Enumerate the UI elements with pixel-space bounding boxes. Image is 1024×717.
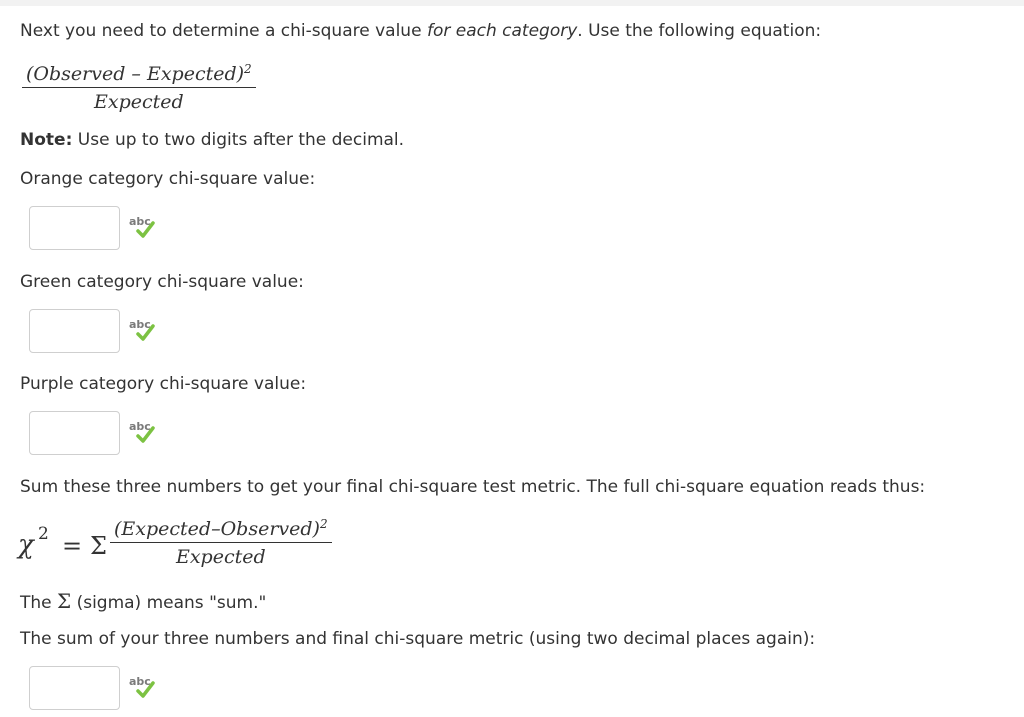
sigma-symbol: Σ	[90, 532, 107, 560]
sigma-note-before: The	[20, 593, 58, 613]
formula-numerator: (Observed – Expected)$^2$	[22, 63, 256, 88]
spell-check-text: abc	[129, 215, 151, 228]
sigma-note	[20, 590, 266, 614]
chi-symbol: χ	[18, 530, 34, 560]
note-body: Use up to two digits after the decimal.	[72, 130, 405, 150]
spell-check-icon[interactable]	[128, 419, 158, 445]
intro-after: . Use the following equation:	[577, 21, 822, 41]
note-label: Note:	[20, 130, 73, 150]
sigma-note-symbol: Σ	[57, 589, 72, 613]
chi-num-exponent: 2	[319, 517, 328, 531]
category-formula	[22, 63, 256, 113]
chi-fraction	[110, 518, 332, 568]
purple-label: Purple category chi-square value:	[20, 374, 307, 394]
intro-before: Next you need to determine a chi-square value	[20, 21, 427, 41]
formula-denominator: Expected	[94, 91, 184, 113]
equals-sign: =	[62, 532, 83, 560]
chi-numerator: (Expected–Observed)$^2$	[110, 518, 332, 543]
spell-check-text: abc	[129, 318, 151, 331]
formula-exponent: 2	[244, 62, 252, 76]
intro-emphasis: for each category	[426, 21, 578, 41]
intro-text	[20, 20, 821, 42]
final-question-label: The sum of your three numbers and final chi-square metric (using two decimal places again):	[20, 629, 816, 649]
spell-check-text: abc	[129, 675, 151, 688]
note-text	[20, 129, 404, 151]
orange-answer-input[interactable]	[29, 206, 120, 250]
spell-check-text: abc	[129, 420, 151, 433]
spell-check-icon[interactable]	[128, 674, 158, 700]
final-answer-input[interactable]	[29, 666, 120, 710]
sigma-note-after: (sigma) means "sum."	[71, 593, 267, 613]
chi-denominator: Expected	[175, 546, 266, 568]
sum-instruction: Sum these three numbers to get your final chi-square test metric. The full chi-square equation reads thus:	[20, 477, 926, 497]
green-answer-input[interactable]	[29, 309, 120, 353]
top-shade	[0, 0, 1024, 6]
chi-exponent: 2	[38, 524, 49, 544]
orange-label: Orange category chi-square value:	[20, 169, 316, 189]
chi-square-equation	[18, 516, 328, 576]
spell-check-icon[interactable]	[128, 317, 158, 343]
green-label: Green category chi-square value:	[20, 272, 304, 292]
spell-check-icon[interactable]	[128, 214, 158, 240]
purple-answer-input[interactable]	[29, 411, 120, 455]
